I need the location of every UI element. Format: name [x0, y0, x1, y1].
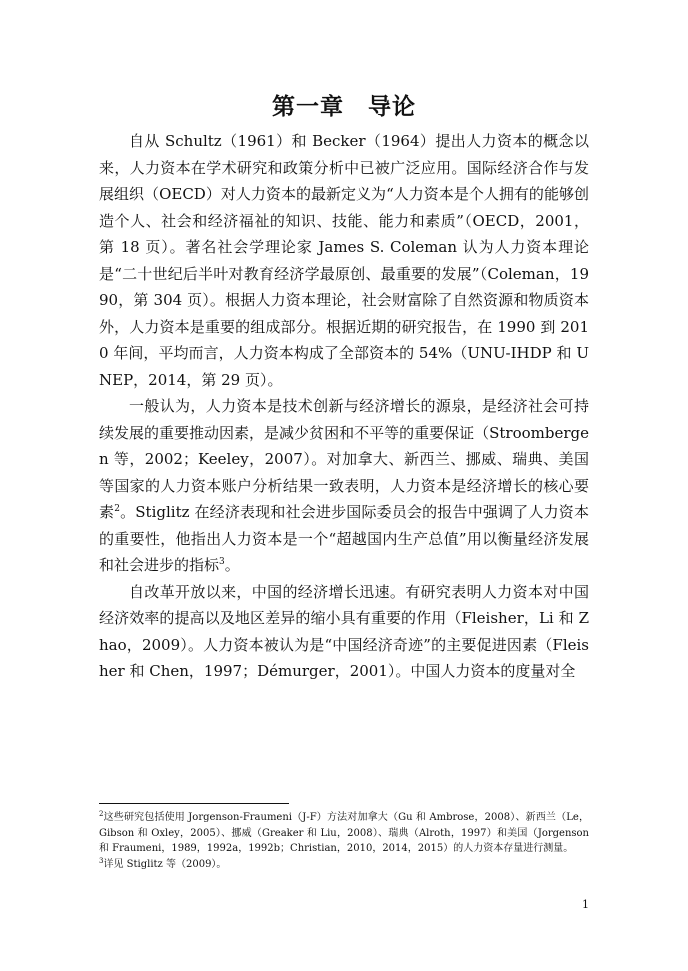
paragraph-1: 自从 Schultz（1961）和 Becker（1964）提出人力资本的概念以来，人力资本在学术研究和政策分析中已被广泛应用。国际经济合作与发展组织（OECD）对人力资本的最新定义为“人力资本是个人拥有的能够创造个人、社会和经济福祉的知识、技能、能力和素质”（OECD，2001，第 18 页）。著名社会学理论家 James S. Coleman 认为人力资本理论是“二十世纪后半叶对教育经济学最原创、最重要的发展”（Coleman，1990，第 304 页）。根据人力资本理论，社会财富除了自然资源和物质资本外，人力资本是重要的组成部分。根据近期的研究报告，在 1990 到 2010 年间，平均而言，人力资本构成了全部资本的 54%（UNU-IHDP 和 UNEP，2014，第 29 页）。	[99, 132, 589, 389]
footnote-ref-2: 2	[114, 504, 120, 514]
page-number: 1	[582, 898, 589, 911]
footnotes	[99, 810, 589, 872]
paragraph-2-text-c: 。	[224, 556, 240, 574]
footnote-separator	[99, 803, 289, 804]
paragraph-2-text-b: 。Stiglitz 在经济表现和社会进步国际委员会的报告中强调了人力资本的重要性，他指出人力资本是一个“超越国内生产总值”用以衡量经济发展和社会进步的指标	[99, 503, 589, 574]
chapter-title: 第一章 导论	[272, 94, 416, 120]
footnote-3-mark: 3	[99, 856, 104, 865]
footnote-3-text: 详见 Stiglitz 等（2009）。	[103, 858, 227, 870]
body-text	[99, 128, 589, 685]
footnote-2-mark: 2	[99, 810, 104, 818]
footnote-2-text: 这些研究包括使用 Jorgenson-Fraumeni（J-F）方法对加拿大（Gu 和 Ambrose，2008）、新西兰（Le，Gibson 和 Oxley，2005）、挪威（Greaker 和 Liu，2008）、瑞典（Alroth，1997）和美国（Jorgenson 和 Fraumeni，1989，1992a，1992b；Christian，2010，2014，2015）的人力资本存量进行测量。	[99, 812, 589, 854]
paragraph-2	[99, 393, 589, 579]
footnote-2	[99, 810, 589, 857]
footnote-ref-3: 3	[219, 557, 225, 567]
paragraph-2-text-a: 一般认为，人力资本是技术创新与经济增长的源泉，是经济社会可持续发展的重要推动因素，是减少贫困和不平等的重要保证（Stroombergen 等，2002；Keeley，2007）。对加拿大、新西兰、挪威、瑞典、美国等国家的人力资本账户分析结果一致表明，人力资本是经济增长的核心要素	[99, 397, 589, 521]
paragraph-3: 自改革开放以来，中国的经济增长迅速。有研究表明人力资本对中国经济效率的提高以及地区差异的缩小具有重要的作用（Fleisher，Li 和 Zhao，2009）。人力资本被认为是“中国经济奇迹”的主要促进因素（Fleisher 和 Chen，1997；Démurger，2001）。中国人力资本的度量对全	[99, 582, 589, 680]
footnote-3	[99, 857, 589, 873]
